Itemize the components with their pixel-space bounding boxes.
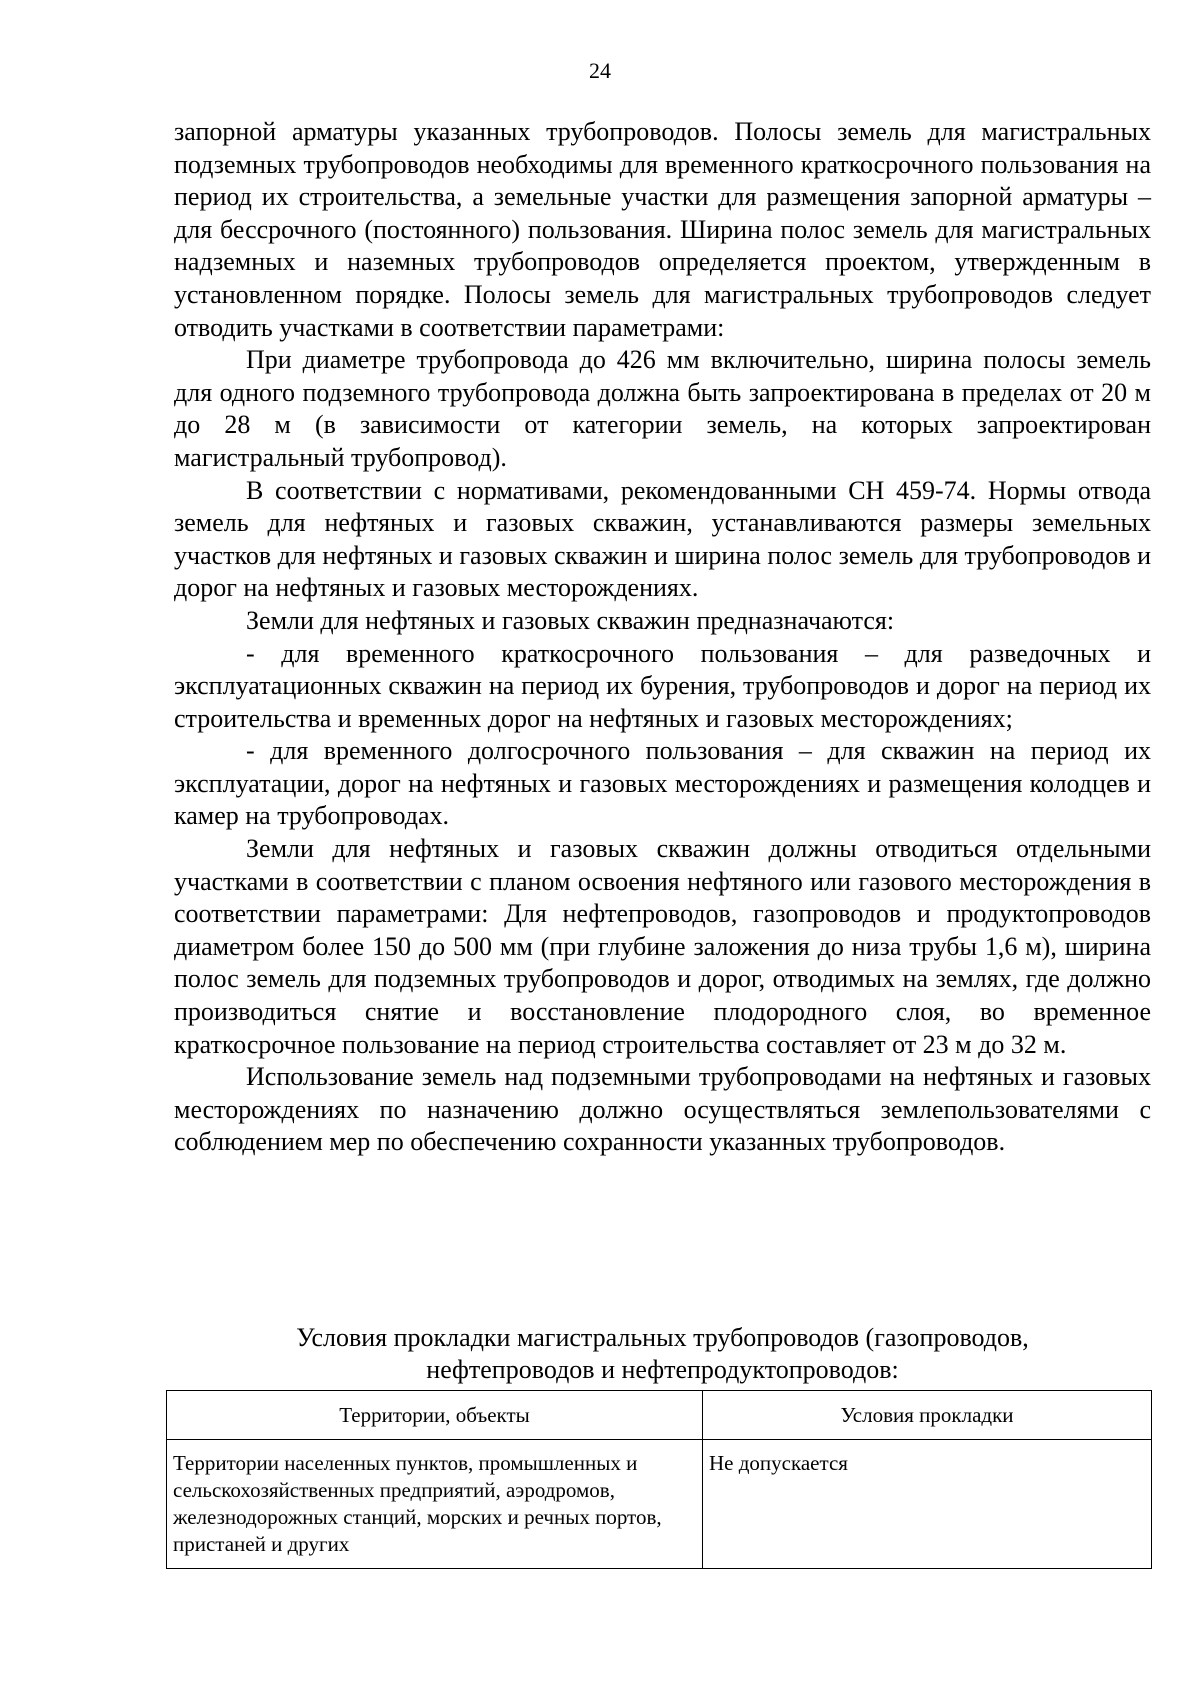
column-header-conditions: Условия прокладки	[703, 1391, 1152, 1440]
paragraph: При диаметре трубопровода до 426 мм включительно, ширина полосы земель для одного подземного трубопровода должна быть запроектирована в пределах от 20 м до 28 м (в зависимости от категории земель, на которых запроектирован магистральный трубопровод).	[174, 345, 1151, 472]
table-row	[167, 1440, 1152, 1569]
body-text	[174, 116, 1151, 1159]
paragraph: В соответствии с нормативами, рекомендованными СН 459-74. Нормы отвода земель для нефтяных и газовых скважин, устанавливаются размеры земельных участков для нефтяных и газовых скважин и ширина полос земель для трубопроводов и дорог на нефтяных и газовых месторождениях.	[174, 475, 1151, 603]
paragraph: Использование земель над подземными трубопроводами на нефтяных и газовых месторождениях по назначению должно осуществляться землепользователями с соблюдением мер по обеспечению сохранности указанных трубопроводов.	[174, 1062, 1151, 1157]
page-number: 24	[589, 58, 611, 83]
table-cell-territory: Территории населенных пунктов, промышленных и сельскохозяйственных предприятий, аэродромов, железнодорожных станций, морских и речных портов, пристаней и других	[167, 1440, 703, 1569]
paragraph: запорной арматуры указанных трубопроводов. Полосы земель для магистральных подземных трубопроводов необходимы для временного краткосрочного пользования на период их строительства, а земельные участки для размещения запорной арматуры – для бессрочного (постоянного) пользования. Ширина полос земель для магистральных надземных и наземных трубопроводов определяется проектом, утвержденным в установленном порядке. Полосы земель для магистральных трубопроводов следует отводить участками в соответствии параметрами:	[174, 117, 1151, 342]
table-caption	[174, 1322, 1151, 1386]
conditions-table	[166, 1390, 1152, 1569]
list-item: - для временного долгосрочного пользования – для скважин на период их эксплуатации, дорог на нефтяных и газовых месторождениях и размещения колодцев и камер на трубопроводах.	[174, 736, 1151, 831]
table-caption-line: Условия прокладки магистральных трубопроводов (газопроводов,	[296, 1323, 1029, 1352]
paragraph: Земли для нефтяных и газовых скважин должны отводиться отдельными участками в соответствии с планом освоения нефтяного или газового месторождения в соответствии параметрами: Для нефтепроводов, газопроводов и продуктопроводов диаметром более 150 до 500 мм (при глубине заложения до низа трубы 1,6 м), ширина полос земель для подземных трубопроводов и дорог, отводимых на землях, где должно производиться снятие и восстановление плодородного слоя, во временное краткосрочное пользование на период строительства составляет от 23 м до 32 м.	[174, 834, 1151, 1059]
table-caption-line: нефтепроводов и нефтепродуктопроводов:	[426, 1355, 899, 1384]
list-item: - для временного краткосрочного пользования – для разведочных и эксплуатационных скважин на период их бурения, трубопроводов и дорог на период их строительства и временных дорог на нефтяных и газовых месторождениях;	[174, 638, 1151, 733]
column-header-territories: Территории, объекты	[167, 1391, 703, 1440]
table-cell-condition: Не допускается	[703, 1440, 1152, 1569]
paragraph: Земли для нефтяных и газовых скважин предназначаются:	[246, 605, 895, 635]
table-header-row	[167, 1391, 1152, 1440]
